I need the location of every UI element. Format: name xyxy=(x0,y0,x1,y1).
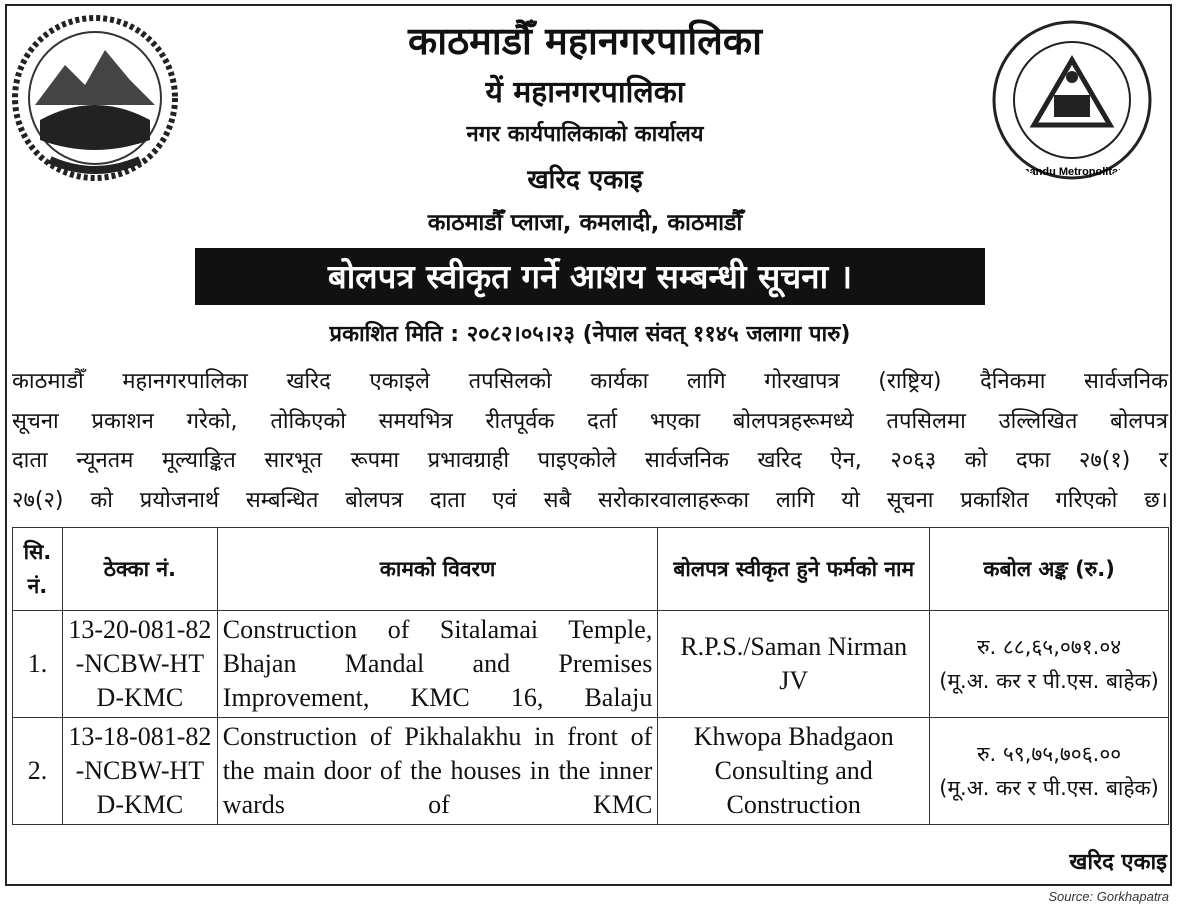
amount-value: रु. ५९,७५,७०६.०० xyxy=(976,742,1122,766)
seal-text: Kathmandu Metropolitan City xyxy=(995,166,1149,178)
signature-unit: खरिद एकाइ xyxy=(1069,850,1167,875)
cell-sn: 2. xyxy=(13,718,63,825)
nepal-emblem-logo xyxy=(10,10,180,185)
cell-firm: R.P.S./Saman Nirman JV xyxy=(658,611,930,718)
notice-title-banner: बोलपत्र स्वीकृत गर्ने आशय सम्बन्धी सूचना । xyxy=(195,248,985,305)
header-sn: सि. नं. xyxy=(13,528,63,611)
header-description: कामको विवरण xyxy=(217,528,658,611)
body-line: दाता न्यूनतम मूल्याङ्कित सारभूत रूपमा प्रभावग्राही पाइएकोले सार्वजनिक खरिद ऐन, २०६३ को दफा २७(१) र xyxy=(12,448,1168,473)
cell-amount xyxy=(930,611,1169,718)
cell-amount xyxy=(930,718,1169,825)
kmc-seal-logo xyxy=(990,15,1155,185)
source-credit: Source: Gorkhapatra xyxy=(1048,889,1169,904)
table-row xyxy=(13,611,1169,718)
cell-firm: Khwopa Bhadgaon Consulting and Construction xyxy=(658,718,930,825)
office-name: नगर कार्यपालिकाको कार्यालय xyxy=(466,122,704,147)
notice-body xyxy=(12,362,1168,520)
org-name: काठमाडौँ महानगरपालिका xyxy=(408,19,762,63)
cell-contract: 13-20-081-82-NCBW-HTD-KMC xyxy=(62,611,217,718)
amount-note: (मू.अ. कर र पी.एस. बाहेक) xyxy=(939,776,1159,800)
body-line: काठमाडौँ महानगरपालिका खरिद एकाइले तपसिलको कार्यका लागि गोरखापत्र (राष्ट्रिय) दैनिकमा सार्वजनिक xyxy=(12,369,1168,394)
address: काठमाडौँ प्लाजा, कमलादी, काठमाडौँ xyxy=(427,210,743,236)
cell-description: Construction of Sitalamai Temple, Bhajan Mandal and Premises Improvement, KMC 16, Balaju xyxy=(217,611,658,718)
header-amount: कबोल अङ्क (रु.) xyxy=(930,528,1169,611)
unit-name: खरिद एकाइ xyxy=(527,165,643,195)
header-contract: ठेक्का नं. xyxy=(62,528,217,611)
contracts-table xyxy=(12,527,1169,825)
body-line: २७(२) को प्रयोजनार्थ सम्बन्धित बोलपत्र दाता एवं सबै सरोकारवालाहरूका लागि यो सूचना प्रकाशित गरिएको छ। xyxy=(12,487,1168,513)
published-date: प्रकाशित मिति : २०८२।०५।२३ (नेपाल संवत् ११४५ जलागा पारु) xyxy=(329,322,851,347)
cell-sn: 1. xyxy=(13,611,63,718)
table-header-row xyxy=(13,528,1169,611)
cell-description: Construction of Pikhalakhu in front of the main door of the houses in the inner wards of KMC xyxy=(217,718,658,825)
org-name-nepal-bhasa: यें महानगरपालिका xyxy=(485,75,685,110)
amount-value: रु. ८८,६५,०७१.०४ xyxy=(976,635,1122,659)
header-firm: बोलपत्र स्वीकृत हुने फर्मको नाम xyxy=(658,528,930,611)
cell-contract: 13-18-081-82-NCBW-HTD-KMC xyxy=(62,718,217,825)
body-line: सूचना प्रकाशन गरेको, तोकिएको समयभित्र रीतपूर्वक दर्ता भएका बोलपत्रहरूमध्ये तपसिलमा उल्लिखित बोलपत्र xyxy=(12,408,1168,434)
table-row xyxy=(13,718,1169,825)
amount-note: (मू.अ. कर र पी.एस. बाहेक) xyxy=(939,669,1159,693)
